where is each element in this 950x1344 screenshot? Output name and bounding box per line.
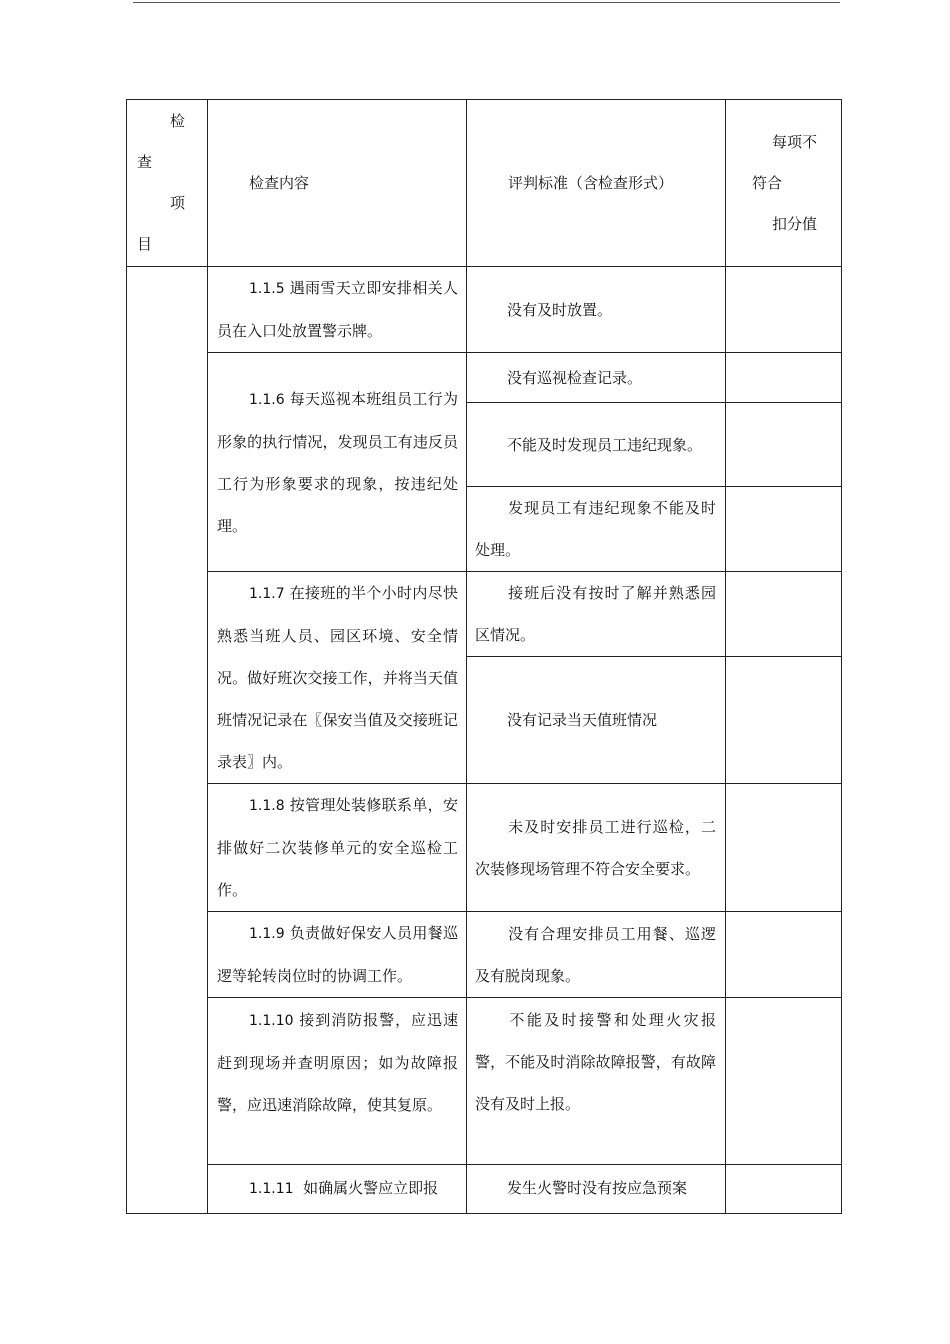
deduction-cell	[726, 998, 842, 1165]
table-row	[127, 998, 842, 1165]
table-row	[127, 353, 842, 403]
criteria-cell: 不能及时接警和处理火灾报警，不能及时消除故障报警，有故障没有及时上报。	[467, 998, 726, 1165]
inspection-table	[126, 99, 842, 1214]
deduction-cell	[726, 1165, 842, 1214]
content-cell: 1.1.8 按管理处装修联系单，安排做好二次装修单元的安全巡检工作。	[208, 784, 467, 912]
table-row	[127, 572, 842, 657]
deduction-cell	[726, 657, 842, 784]
deduction-cell	[726, 403, 842, 487]
content-cell: 1.1.10 接到消防报警，应迅速赶到现场并查明原因；如为故障报警，应迅速消除故障，使其复原。	[208, 998, 467, 1165]
deduction-cell	[726, 267, 842, 353]
deduction-cell	[726, 784, 842, 912]
criteria-cell: 不能及时发现员工违纪现象。	[467, 403, 726, 487]
criteria-cell: 没有记录当天值班情况	[467, 657, 726, 784]
deduction-cell	[726, 353, 842, 403]
header-deduction: 每项不 符合 扣分值	[726, 100, 842, 267]
header-criteria: 评判标准（含检查形式）	[467, 100, 726, 267]
top-rule	[133, 2, 840, 3]
table-row	[127, 267, 842, 353]
table-row	[127, 1165, 842, 1214]
criteria-cell: 没有合理安排员工用餐、巡逻及有脱岗现象。	[467, 912, 726, 998]
header-check-item: 检 查 项 目	[127, 100, 208, 267]
deduction-cell	[726, 487, 842, 572]
content-cell: 1.1.9 负责做好保安人员用餐巡逻等轮转岗位时的协调工作。	[208, 912, 467, 998]
criteria-cell: 没有及时放置。	[467, 267, 726, 353]
criteria-cell: 没有巡视检查记录。	[467, 353, 726, 403]
criteria-cell: 接班后没有按时了解并熟悉园区情况。	[467, 572, 726, 657]
content-cell: 1.1.11 如确属火警应立即报	[208, 1165, 467, 1214]
content-cell: 1.1.5 遇雨雪天立即安排相关人员在入口处放置警示牌。	[208, 267, 467, 353]
header-row	[127, 100, 842, 267]
table-row	[127, 912, 842, 998]
criteria-cell: 未及时安排员工进行巡检，二次装修现场管理不符合安全要求。	[467, 784, 726, 912]
content-cell: 1.1.6 每天巡视本班组员工行为形象的执行情况，发现员工有违反员工行为形象要求的现象，按违纪处理。	[208, 353, 467, 572]
check-item-cell	[127, 267, 208, 1214]
header-check-content: 检查内容	[208, 100, 467, 267]
criteria-cell: 发现员工有违纪现象不能及时处理。	[467, 487, 726, 572]
content-cell: 1.1.7 在接班的半个小时内尽快熟悉当班人员、园区环境、安全情况。做好班次交接工作，并将当天值班情况记录在〖保安当值及交接班记录表〗内。	[208, 572, 467, 784]
deduction-cell	[726, 572, 842, 657]
table-row	[127, 784, 842, 912]
criteria-cell: 发生火警时没有按应急预案	[467, 1165, 726, 1214]
deduction-cell	[726, 912, 842, 998]
